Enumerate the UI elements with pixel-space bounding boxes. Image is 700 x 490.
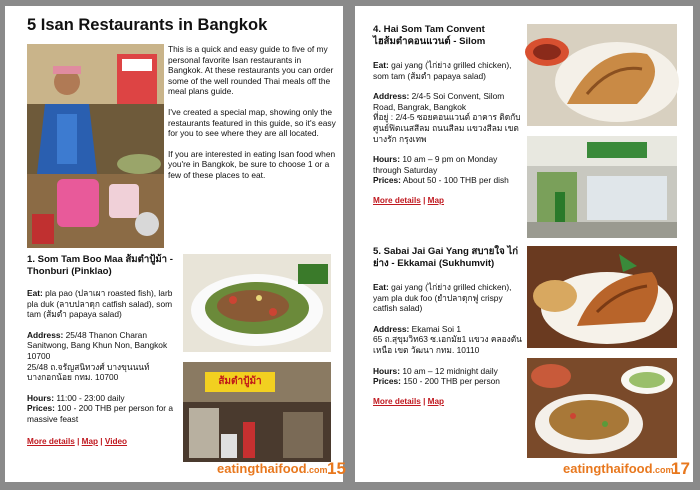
hours-label: Hours: bbox=[373, 365, 400, 376]
address-label: Address: bbox=[373, 91, 410, 102]
hours-text: 10 am – 12 midnight daily bbox=[402, 365, 498, 376]
eat-label: Eat: bbox=[27, 288, 43, 298]
restaurant-photo bbox=[183, 362, 331, 462]
brand-logo bbox=[217, 461, 328, 476]
shop-sign: ส้มตำปู้ม้า bbox=[218, 376, 262, 387]
right-page bbox=[355, 6, 693, 482]
restaurant-heading: 5. Sabai Jai Gai Yang สบายใจ ไก่ย่าง - Ekkamai (Sukhumvit) bbox=[373, 246, 519, 269]
hours-line bbox=[373, 366, 523, 377]
logo-domain: .com bbox=[306, 465, 328, 475]
prices-label: Prices: bbox=[373, 376, 401, 387]
intro-text bbox=[168, 44, 336, 191]
address-label: Address: bbox=[373, 323, 410, 334]
catfish-salad-photo bbox=[527, 358, 677, 458]
address-label: Address: bbox=[27, 329, 64, 340]
restaurant-interior-photo bbox=[527, 136, 677, 238]
logo-text: eatingthaifood bbox=[563, 461, 653, 476]
restaurant-4 bbox=[373, 24, 523, 205]
address-line bbox=[27, 330, 179, 362]
prices-text: 100 - 200 THB per person for a massive feast bbox=[27, 403, 174, 424]
address-line bbox=[373, 324, 523, 335]
intro-paragraph: I've created a special map, showing only the restaurants featured in this guide, so it's easy for you to see where they are all located. bbox=[168, 106, 336, 139]
eat-text: gai yang (ไก่ย่าง grilled chicken), yam pla duk foo (ยำปลาดุกฟู crispy catfish salad) bbox=[373, 282, 512, 314]
logo-text: eatingthaifood bbox=[217, 461, 307, 476]
logo-domain: .com bbox=[652, 465, 674, 475]
prices-line bbox=[27, 403, 179, 424]
address-thai: ที่อยู่ : 2/4-5 ซอยคอนแวนต์ อาคาร ติดกับศูนย์ฟิตเนสสีลม ถนนสีลม แขวงสีลม เขตบางรัก กรุงเทพ bbox=[373, 112, 521, 144]
salad-photo bbox=[183, 254, 331, 352]
address-text: 2/4-5 Soi Convent, Silom Road, Bangrak, Bangkok bbox=[373, 91, 505, 112]
left-page bbox=[5, 6, 346, 482]
vendor-photo bbox=[27, 44, 164, 248]
intro-paragraph: This is a quick and easy guide to five of my personal favorite Isan restaurants in Bangkok. At these restaurants you can order some of the well rounded Thai meals off the meal plans guide. bbox=[168, 44, 334, 97]
address-text: 25/48 Thanon Charan Sanitwong, Bang Khun Non, Bangkok 10700 bbox=[27, 329, 168, 361]
hours-label: Hours: bbox=[373, 154, 400, 165]
address-text: Ekamai Soi 1 bbox=[411, 323, 461, 334]
eat-text: gai yang (ไก่ย่าง grilled chicken), som tam (ส้มตำ papaya salad) bbox=[373, 60, 512, 81]
prices-label: Prices: bbox=[373, 175, 401, 186]
intro-paragraph: If you are interested in eating Isan food when you're in Bangkok, be sure to choose 1 or a few of these places to eat. bbox=[168, 148, 336, 180]
video-link[interactable]: Video bbox=[104, 436, 128, 446]
restaurant-links: More details | Map bbox=[373, 195, 445, 205]
map-link[interactable]: Map bbox=[427, 396, 445, 406]
prices-text: 150 - 200 THB per person bbox=[403, 376, 500, 387]
prices-label: Prices: bbox=[27, 403, 55, 414]
page-number: 17 bbox=[671, 459, 690, 478]
more-details-link[interactable]: More details bbox=[373, 396, 421, 406]
restaurant-heading: 1. Som Tam Boo Maa ส้มตำปู้ม้า - Thonburi (Pinklao) bbox=[27, 254, 173, 277]
address-line bbox=[373, 91, 523, 112]
brand-logo bbox=[563, 461, 674, 476]
eat-line bbox=[373, 60, 523, 81]
restaurant-links: More details | Map bbox=[373, 396, 445, 406]
grilled-chicken-photo bbox=[527, 24, 677, 126]
restaurant-1 bbox=[27, 254, 179, 446]
chicken-plate-photo bbox=[527, 246, 677, 348]
more-details-link[interactable]: More details bbox=[373, 195, 421, 205]
eat-line bbox=[27, 288, 179, 320]
address-thai: 25/48 ถ.จรัญสนิทวงศ์ บางขุนนนท์ บางกอกน้อย กทม. 10700 bbox=[27, 361, 150, 383]
hours-line bbox=[373, 154, 523, 175]
prices-line bbox=[373, 175, 523, 186]
map-link[interactable]: Map bbox=[427, 195, 445, 205]
map-link[interactable]: Map bbox=[81, 436, 99, 446]
eat-line bbox=[373, 282, 523, 314]
more-details-link[interactable]: More details bbox=[27, 436, 75, 446]
restaurant-links: More details | Map | Video bbox=[27, 436, 128, 446]
eat-label: Eat: bbox=[373, 60, 389, 70]
eat-label: Eat: bbox=[373, 282, 389, 292]
prices-text: About 50 - 100 THB per dish bbox=[402, 175, 509, 186]
hours-text: 11:00 - 23:00 daily bbox=[56, 392, 125, 403]
prices-line bbox=[373, 376, 523, 387]
restaurant-5 bbox=[373, 246, 523, 406]
restaurant-heading: 4. Hai Som Tam Convent bbox=[373, 24, 485, 35]
address-thai: 65 ถ.สุขุมวิท63 ซ.เอกมัย1 แขวง คลองตันเหนือ เขต วัฒนา กทม. 10110 bbox=[373, 334, 522, 355]
hours-text: 10 am – 9 pm on Monday through Saturday bbox=[373, 154, 498, 175]
hours-line bbox=[27, 393, 179, 404]
eat-text: pla pao (ปลาเผา roasted fish), larb pla duk (ลาบปลาดุก catfish salad), som tam (ส้มตำ papaya salad) bbox=[27, 288, 173, 320]
restaurant-heading-thai: ไฮส้มตำคอนแวนต์ - Silom bbox=[373, 36, 486, 47]
hours-label: Hours: bbox=[27, 392, 54, 403]
page-number: 15 bbox=[327, 459, 346, 478]
page-title: 5 Isan Restaurants in Bangkok bbox=[27, 16, 268, 34]
